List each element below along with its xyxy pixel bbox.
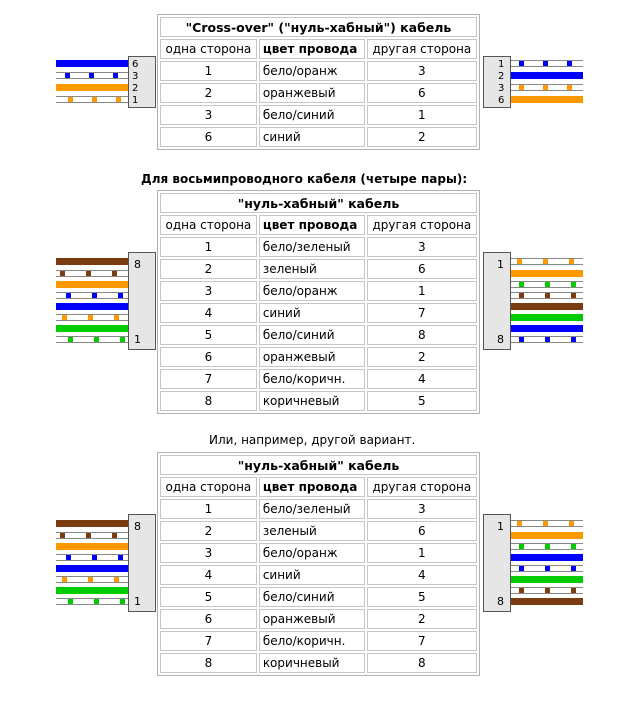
wire-white-brown bbox=[56, 532, 128, 539]
pin-label: 2 bbox=[132, 83, 139, 94]
wire-white-brown bbox=[511, 587, 583, 594]
header-other-side: другая сторона bbox=[367, 39, 477, 59]
header-other-side: другая сторона bbox=[367, 477, 477, 497]
wire-blue bbox=[56, 60, 128, 67]
wire-white-blue bbox=[511, 60, 583, 67]
pin-label: 3 bbox=[498, 83, 505, 94]
wire-orange bbox=[511, 96, 583, 103]
table-row: 2 зеленый 6 bbox=[160, 259, 477, 279]
section-caption: Или, например, другой вариант. bbox=[209, 433, 416, 447]
table-row: 2 оранжевый 6 bbox=[160, 83, 477, 103]
table-row: 1 бело/зеленый 3 bbox=[160, 499, 477, 519]
header-wire-color: цвет провода bbox=[259, 39, 365, 59]
pin-label: 1 bbox=[497, 520, 504, 533]
pin-label: 1 bbox=[497, 258, 504, 271]
pin-label: 8 bbox=[134, 258, 141, 271]
wire-brown bbox=[56, 258, 128, 265]
rj45-plug bbox=[483, 56, 511, 108]
wire-white-orange bbox=[56, 576, 128, 583]
pin-label: 8 bbox=[497, 333, 504, 346]
wire-brown bbox=[511, 598, 583, 605]
wire-brown bbox=[56, 520, 128, 527]
header-wire-color: цвет провода bbox=[259, 215, 365, 235]
header-wire-color: цвет провода bbox=[259, 477, 365, 497]
table-row: 3 бело/оранж 1 bbox=[160, 281, 477, 301]
wire-white-blue bbox=[511, 336, 583, 343]
pin-label: 6 bbox=[132, 59, 139, 70]
wire-white-blue bbox=[511, 565, 583, 572]
wire-blue bbox=[56, 303, 128, 310]
wire-blue bbox=[56, 565, 128, 572]
wire-white-green bbox=[56, 336, 128, 343]
pin-label: 2 bbox=[498, 71, 505, 82]
wire-green bbox=[511, 576, 583, 583]
wire-orange bbox=[511, 270, 583, 277]
pin-label: 8 bbox=[497, 595, 504, 608]
wire-white-brown bbox=[511, 292, 583, 299]
wire-white-green bbox=[511, 543, 583, 550]
crossover-table bbox=[157, 14, 480, 150]
wire-white-blue bbox=[56, 292, 128, 299]
table-row: 8 коричневый 8 bbox=[160, 653, 477, 673]
wire-white-green bbox=[511, 281, 583, 288]
table-row: 6 синий 2 bbox=[160, 127, 477, 147]
wire-green bbox=[511, 314, 583, 321]
wire-white-orange bbox=[56, 96, 128, 103]
table-row: 4 синий 7 bbox=[160, 303, 477, 323]
table-title: "Cross-over" ("нуль-хабный") кабель bbox=[160, 17, 477, 37]
table-row: 7 бело/коричн. 4 bbox=[160, 369, 477, 389]
wire-orange bbox=[56, 543, 128, 550]
table-row: 1 бело/оранж 3 bbox=[160, 61, 477, 81]
wire-white-orange bbox=[511, 84, 583, 91]
pin-label: 8 bbox=[134, 520, 141, 533]
wire-brown bbox=[511, 303, 583, 310]
eight-wire-table bbox=[157, 190, 480, 414]
wire-blue bbox=[511, 325, 583, 332]
header-other-side: другая сторона bbox=[367, 215, 477, 235]
pin-label: 3 bbox=[132, 71, 139, 82]
table-row: 5 бело/синий 5 bbox=[160, 587, 477, 607]
header-one-side: одна сторона bbox=[160, 477, 257, 497]
wire-orange bbox=[56, 84, 128, 91]
wire-white-green bbox=[56, 598, 128, 605]
wire-blue bbox=[511, 554, 583, 561]
wire-blue bbox=[511, 72, 583, 79]
pin-label: 1 bbox=[134, 595, 141, 608]
wire-white-orange bbox=[511, 258, 583, 265]
rj45-plug bbox=[128, 514, 156, 612]
alt-eight-wire-table bbox=[157, 452, 480, 676]
wire-green bbox=[56, 325, 128, 332]
pin-label: 1 bbox=[134, 333, 141, 346]
table-title: "нуль-хабный" кабель bbox=[160, 455, 477, 475]
wire-white-orange bbox=[511, 520, 583, 527]
wire-white-blue bbox=[56, 554, 128, 561]
table-row: 1 бело/зеленый 3 bbox=[160, 237, 477, 257]
table-row: 6 оранжевый 2 bbox=[160, 609, 477, 629]
section-caption: Для восьмипроводного кабеля (четыре пары): bbox=[141, 172, 468, 186]
header-one-side: одна сторона bbox=[160, 39, 257, 59]
wire-orange bbox=[56, 281, 128, 288]
table-title: "нуль-хабный" кабель bbox=[160, 193, 477, 213]
table-row: 6 оранжевый 2 bbox=[160, 347, 477, 367]
pin-label: 1 bbox=[132, 95, 139, 106]
wire-white-orange bbox=[56, 314, 128, 321]
wire-white-blue bbox=[56, 72, 128, 79]
rj45-plug bbox=[128, 252, 156, 350]
header-one-side: одна сторона bbox=[160, 215, 257, 235]
pin-label: 6 bbox=[498, 95, 505, 106]
table-row: 2 зеленый 6 bbox=[160, 521, 477, 541]
wire-orange bbox=[511, 532, 583, 539]
wire-green bbox=[56, 587, 128, 594]
pin-label: 1 bbox=[498, 59, 505, 70]
table-row: 3 бело/синий 1 bbox=[160, 105, 477, 125]
table-row: 7 бело/коричн. 7 bbox=[160, 631, 477, 651]
table-row: 5 бело/синий 8 bbox=[160, 325, 477, 345]
table-row: 3 бело/оранж 1 bbox=[160, 543, 477, 563]
wire-white-brown bbox=[56, 270, 128, 277]
table-row: 4 синий 4 bbox=[160, 565, 477, 585]
table-row: 8 коричневый 5 bbox=[160, 391, 477, 411]
